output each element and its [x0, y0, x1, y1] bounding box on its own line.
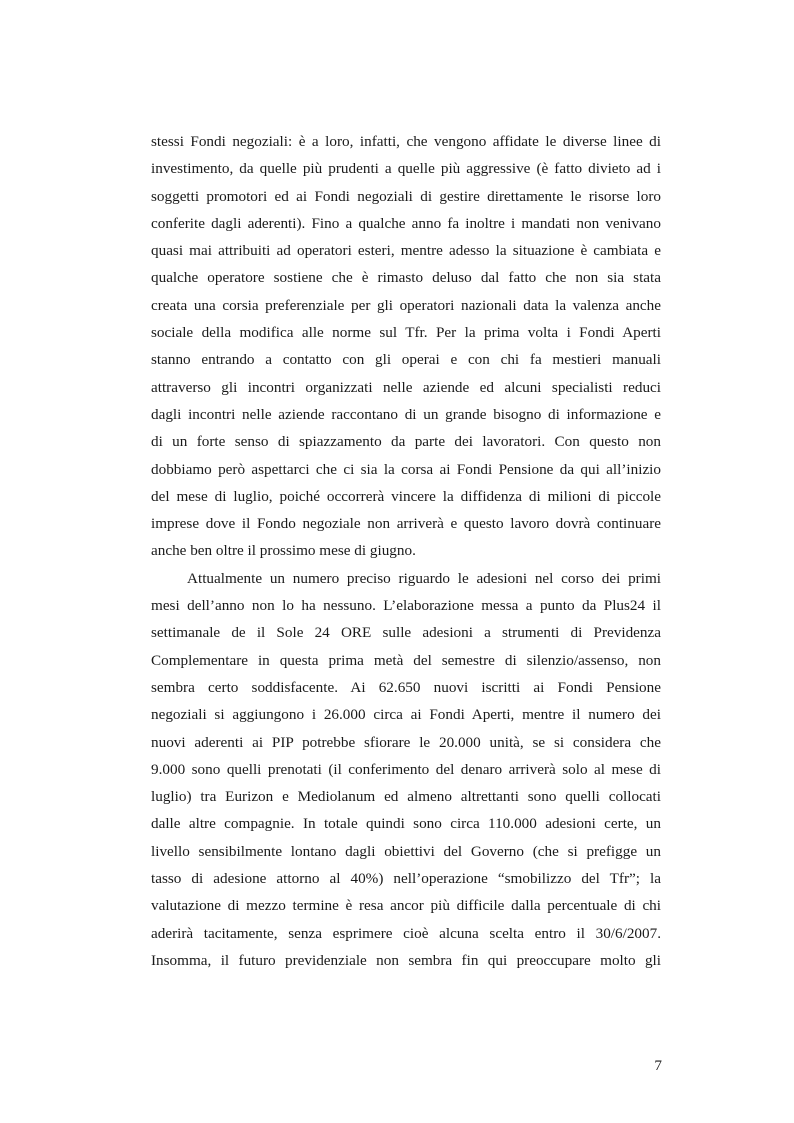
paragraph-start-line: Attualmente un numero preciso riguardo le adesioni nel corso dei primi	[187, 569, 661, 587]
text-line: dagli incontri nelle aziende raccontano di un grande bisogno di informazione e	[151, 405, 661, 423]
text-line: sociale della modifica alle norme sul Tfr. Per la prima volta i Fondi Aperti	[151, 324, 661, 342]
text-line: creata una corsia preferenziale per gli operatori nazionali data la valenza anche	[151, 296, 661, 314]
text-line: 9.000 sono quelli prenotati (il conferimento del denaro arriverà solo al mese di	[151, 760, 661, 778]
text-line: stessi Fondi negoziali: è a loro, infatti, che vengono affidate le diverse linee di	[151, 133, 661, 150]
text-line: dobbiamo però aspettarci che ci sia la corsa ai Fondi Pensione da qui all’inizio	[151, 460, 661, 478]
text-line: imprese dove il Fondo negoziale non arriverà e questo lavoro dovrà continuare	[151, 515, 661, 533]
text-line: livello sensibilmente lontano dagli obiettivi del Governo (che si prefigge un	[151, 842, 661, 860]
paragraph-end-line: anche ben oltre il prossimo mese di giugno.	[151, 542, 416, 560]
text-line: aderirà tacitamente, senza esprimere cioè alcuna scelta entro il 30/6/2007.	[151, 924, 661, 942]
text-line: del mese di luglio, poiché occorrerà vincere la diffidenza di milioni di piccole	[151, 487, 661, 505]
text-line: settimanale de il Sole 24 ORE sulle adesioni a strumenti di Previdenza	[151, 624, 661, 642]
text-line: dalle altre compagnie. In totale quindi sono circa 110.000 adesioni certe, un	[151, 815, 661, 833]
text-line: mesi dell’anno non lo ha nessuno. L’elaborazione messa a punto da Plus24 il	[151, 597, 661, 615]
text-line: investimento, da quelle più prudenti a quelle più aggressive (è fatto divieto ad i	[151, 160, 661, 178]
text-line: stanno entrando a contatto con gli operai e con chi fa mestieri manuali	[151, 351, 661, 369]
text-line: Complementare in questa prima metà del semestre di silenzio/assenso, non	[151, 651, 661, 669]
text-line: Insomma, il futuro previdenziale non sembra fin qui preoccupare molto gli	[151, 951, 661, 969]
body-text	[151, 128, 661, 974]
text-line: attraverso gli incontri organizzati nelle aziende ed alcuni specialisti reduci	[151, 378, 661, 396]
text-line: qualche operatore sostiene che è rimasto deluso dal fatto che non sia stata	[151, 269, 661, 287]
text-line: tasso di adesione attorno al 40%) nell’operazione “smobilizzo del Tfr”; la	[151, 870, 661, 888]
text-line: valutazione di mezzo termine è resa ancor più difficile dalla percentuale di chi	[151, 897, 661, 915]
text-line: conferite dagli aderenti). Fino a qualche anno fa inoltre i mandati non venivano	[151, 214, 661, 232]
text-line: nuovi aderenti ai PIP potrebbe sfiorare le 20.000 unità, se si considera che	[151, 733, 661, 751]
text-line: negoziali si aggiungono i 26.000 circa ai Fondi Aperti, mentre il numero dei	[151, 706, 661, 724]
text-line: luglio) tra Eurizon e Mediolanum ed almeno altrettanti sono quelli collocati	[151, 788, 661, 806]
text-line: soggetti promotori ed ai Fondi negoziali di gestire direttamente le risorse loro	[151, 187, 661, 205]
text-line: quasi mai attribuiti ad operatori esteri, mentre adesso la situazione è cambiata e	[151, 242, 661, 260]
text-line: di un forte senso di spiazzamento da parte dei lavoratori. Con questo non	[151, 433, 661, 451]
text-line: sembra certo soddisfacente. Ai 62.650 nuovi iscritti ai Fondi Pensione	[151, 678, 661, 696]
page-number: 7	[654, 1057, 662, 1074]
